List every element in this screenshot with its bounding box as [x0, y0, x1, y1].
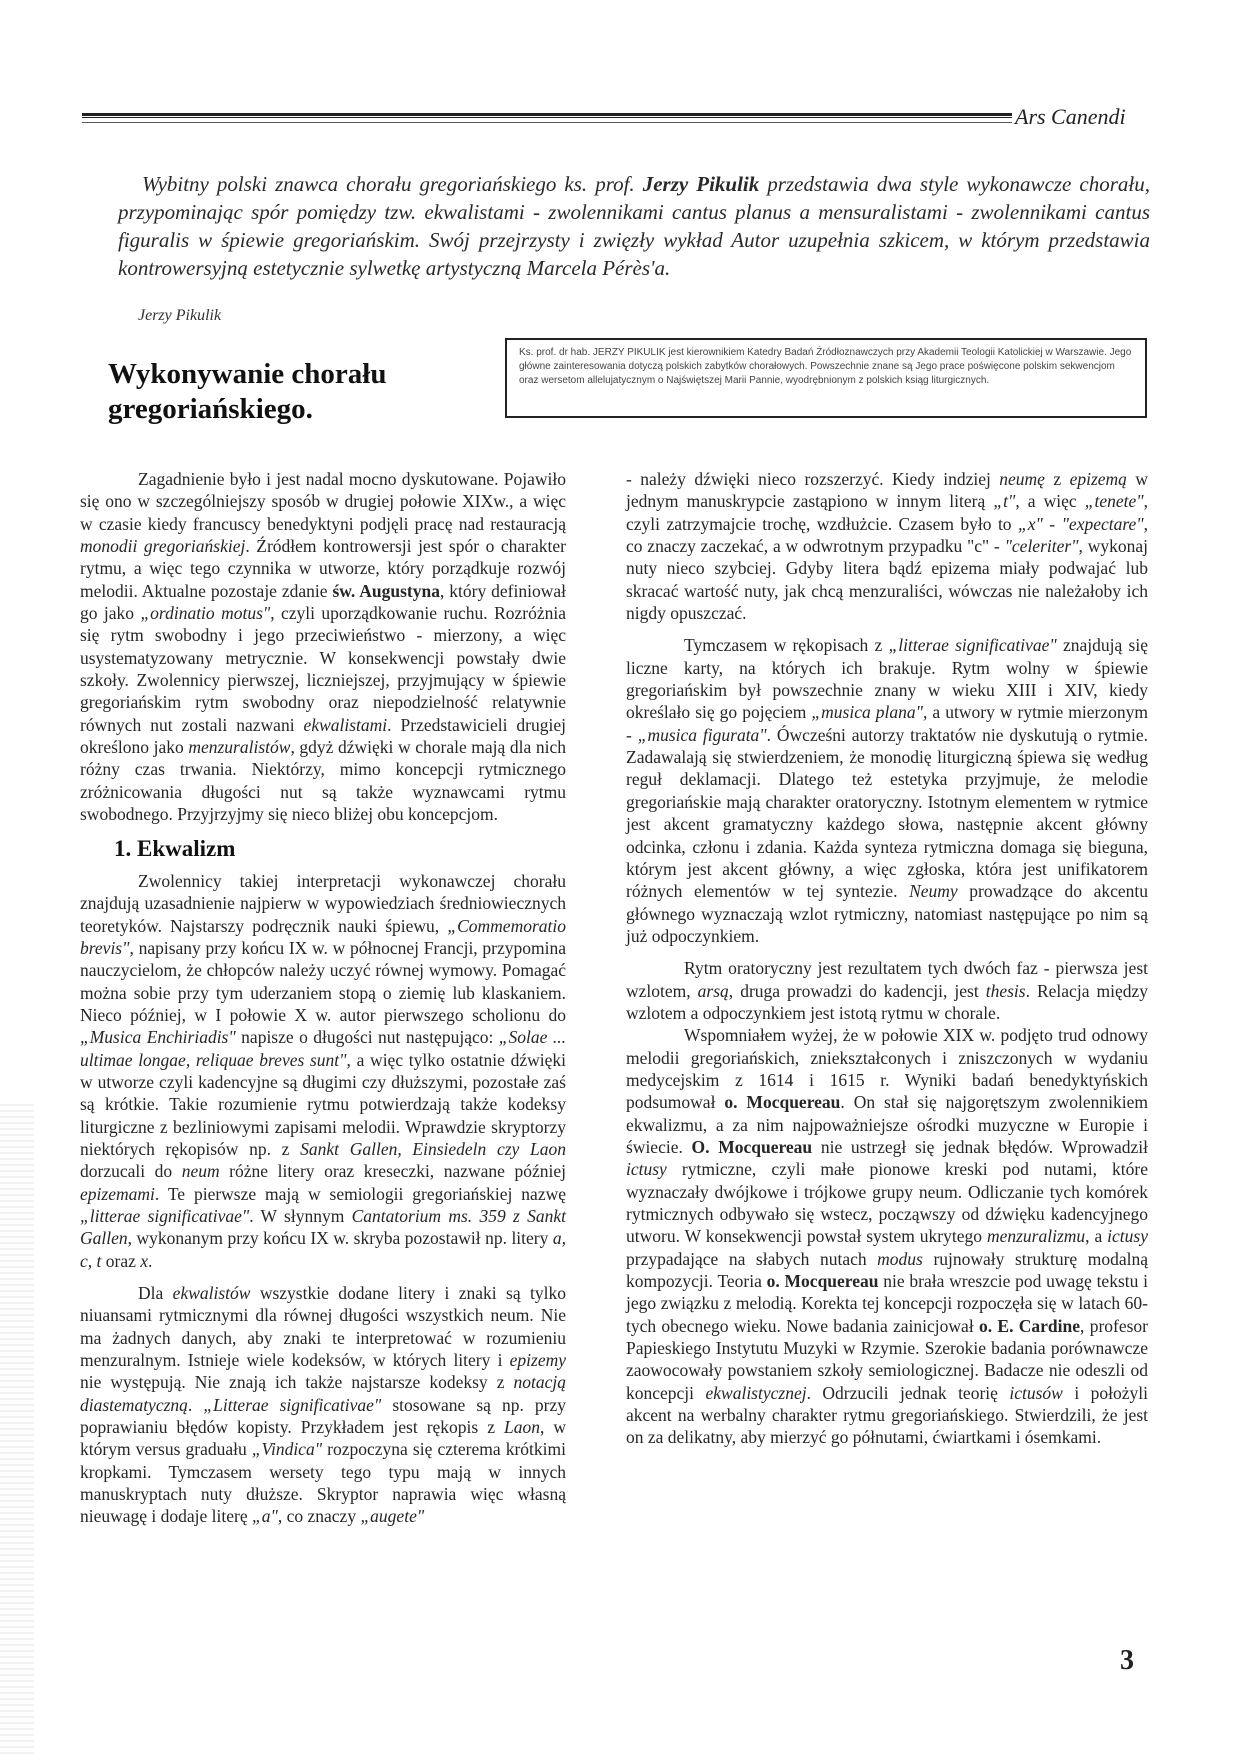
text-run: oraz — [101, 1250, 141, 1271]
text-run: znajdują się liczne karty, na których ich brakuje. Rytm wolny w śpiewie gregoriańskim był powszechnie znany w wieku XIII i XIV, kiedy określało się go pojęciem — [626, 635, 1148, 723]
page-number: 3 — [1120, 1645, 1134, 1676]
text-run: ekwalistów — [172, 1283, 251, 1304]
text-run: o. Mocquereau — [766, 1271, 879, 1292]
text-run: „Musica Enchiriadis" — [80, 1027, 236, 1048]
text-run: Neumy — [909, 881, 958, 902]
text-run: rozpoczyna się czterema krótkimi kropkami. Tymczasem wersety tego typu mają w innych manuskryptach nuty dłuższe. Skryptor naprawia więc własną nieuwagę i dodaje literę — [80, 1439, 566, 1527]
section-heading-ekwalizm: 1. Ekwalizm — [114, 835, 236, 861]
text-run: nie występują. Nie znają ich także najstarsze kodeksy z — [80, 1372, 514, 1393]
scan-edge-noise — [0, 1100, 34, 1754]
text-run: „tenete" — [1084, 491, 1144, 512]
text-run: thesis — [985, 980, 1026, 1001]
text-run: monodii gregoriańskiej — [80, 536, 246, 557]
left-paragraph-2 — [80, 870, 566, 1272]
text-run: Laon — [504, 1417, 540, 1438]
text-run: Tymczasem w rękopisach z — [684, 635, 889, 656]
text-run: epizemą — [1069, 469, 1127, 489]
text-run: Dla — [138, 1283, 173, 1304]
text-run: neum — [181, 1161, 220, 1182]
text-run: , a więc tylko ostatnie dźwięki w utworze czyli kadencyjne są długimi czy dłuższymi, pozostałe zaś są krótkie. Takie rozumienie rytmu potwierdzają także kodeksy liturgiczne z bezliniowymi zapisami melodii. Wprawdzie skryptorzy niektórych rękopisów np. z — [80, 1049, 566, 1159]
text-run: , wykonanym przy końcu IX w. skryba pozostawił np. litery — [127, 1228, 553, 1249]
text-run: z — [1044, 469, 1070, 489]
text-run: O. Mocquereau — [691, 1136, 813, 1157]
text-run: . Relacja między wzlotem a odpoczynkiem jest istotą rytmu w chorale. — [626, 980, 1148, 1023]
intro-author: Jerzy Pikulik — [642, 172, 760, 196]
text-run: napisze o długości nut następująco: — [235, 1027, 499, 1048]
text-run: Rytm oratoryczny jest rezultatem tych dwóch faz - pierwsza jest wzlotem, — [626, 958, 1148, 1001]
right-paragraph-3 — [626, 957, 1148, 1024]
text-run: , a utwory w rytmie mierzonym - — [626, 702, 1148, 745]
text-run: ictusy — [1107, 1226, 1148, 1247]
right-paragraph-1 — [626, 468, 1148, 624]
author-bio-box — [505, 338, 1147, 418]
text-run: , co znaczy — [277, 1506, 361, 1527]
left-paragraph-3 — [80, 1282, 566, 1528]
text-run: . Ówcześni autorzy traktatów nie dyskutują o rytmie. Zadawalają się stwierdzeniem, że monodię liturgiczną śpiewa się według reguł deklamacji. Dlatego też estetyka przyjmuje, że melodie gregoriańskie mają charakter oratoryczny. Istotnym elementem w rytmice jest akcent gramatyczny każdego słowa, następnie akcent główny odcinka, członu i zdania. Każda synteza rytmiczna domaga się bieguna, którym jest akcent główny, a więc zgłoska, która jest unifikatorem różnych elementów w tej syntezie. — [626, 724, 1148, 902]
text-run: "celeriter" — [1004, 536, 1079, 557]
text-run: „Commemoratio brevis" — [80, 915, 566, 958]
text-run: „musica plana" — [811, 702, 923, 723]
author-bio-text: Ks. prof. dr hab. JERZY PIKULIK jest kierownikiem Katedry Badań Źródłoznawczych przy Akademii Teologii Katolickiej w Warszawie. Jego główne zainteresowania dotyczą polskich zabytków chorałowych. Powszechnie znane są Jego prace poświęcone polskim sekwencjom oraz wersetom allelujatycznym o Najświętszej Marii Pannie, wyodrębnionym z polskich ksiąg liturgicznych. — [519, 347, 1132, 386]
text-run: prowadzące do akcentu głównego wyznaczają wzlot rytmiczny, natomiast następujące po nim są już odpoczynkiem. — [626, 881, 1149, 946]
text-run: Sankt Gallen, Einsiedeln czy Laon — [300, 1138, 566, 1159]
text-run: arsą — [697, 980, 729, 1001]
text-run: , druga prowadzi do kadencji, jest — [728, 980, 986, 1001]
text-run: . — [148, 1250, 153, 1271]
text-run: „augete" — [360, 1506, 425, 1527]
right-paragraph-2 — [626, 634, 1148, 947]
text-run: ictusów — [1009, 1382, 1063, 1403]
text-run: ekwalistami — [303, 714, 388, 735]
text-run: - należy dźwięki nieco rozszerzyć. Kiedy indziej — [626, 469, 1000, 489]
text-run: , w którym versus graduału — [80, 1417, 567, 1460]
text-run: x — [140, 1250, 149, 1271]
text-run: „Vindica" — [251, 1439, 323, 1460]
text-run: różne litery oraz kreseczki, nazwane później — [219, 1161, 566, 1182]
text-run: modus — [877, 1248, 923, 1269]
text-run: nie ustrzegł się jednak błędów. Wprowadził — [812, 1136, 1148, 1157]
left-paragraph-1 — [80, 468, 566, 826]
text-run: , napisany przy końcu IX w. w północnej Francji, przypomina nauczycielom, że chłopców należy uczyć równej wymowy. Pomagać można sobie przy tym uderzaniem stopą o ziemię lub klaskaniem. Nieco później, w I połowie X w. autor pierwszego scholionu do — [80, 937, 566, 1025]
article-title: Wykonywanie chorału gregoriańskiego. — [108, 358, 387, 425]
text-run: rujnowały strukturę modalną kompozycji. Teoria — [626, 1248, 1148, 1292]
text-run: „litterae significativae" — [888, 635, 1057, 656]
text-run: , a więc — [1015, 491, 1085, 512]
text-run: . — [187, 1394, 204, 1415]
text-run: „Litterae significativae" — [203, 1394, 382, 1415]
article-author: Jerzy Pikulik — [138, 307, 222, 324]
text-run: ekwalistycznej — [705, 1382, 807, 1403]
right-column — [626, 468, 1148, 1449]
intro-abstract — [118, 170, 1150, 282]
header-rule — [82, 113, 1012, 118]
text-run: „musica figurata" — [637, 724, 767, 745]
text-run: w jednym manuskrypcie zastąpiono w innym literą — [626, 469, 1148, 512]
journal-name: Ars Canendi — [1015, 104, 1126, 129]
text-run: . Źródłem kontrowersji jest spór o charakter rytmu, a więc tego czynnika w utworze, który porządkuje rozwój melodii. Aktualne pozostaje zdanie — [80, 536, 566, 601]
text-run: , czyli zatrzymajcie trochę, wzdłużcie. Czasem było to — [626, 491, 1148, 534]
text-run: . Te pierwsze mają w semiologii gregoriańskiej nazwę — [154, 1183, 566, 1204]
text-run: neumę — [999, 469, 1045, 489]
text-run: epizemy — [509, 1350, 566, 1371]
text-run: , który definiował go jako — [80, 580, 566, 624]
text-run: „t" — [993, 491, 1016, 512]
right-paragraph-4 — [626, 1024, 1148, 1449]
text-run: i położyli akcent na werbalny charakter rytmu gregoriańskiego. Stwierdzili, że jest on za delikatny, aby mierzyć go półnutami, ćwiartkami i ósemkami. — [626, 1382, 1148, 1448]
text-run: "expectare" — [1061, 513, 1144, 534]
text-run: - — [1042, 513, 1062, 534]
text-run: epizemami — [80, 1183, 155, 1204]
text-run: dorzucali do — [80, 1161, 182, 1182]
text-run: , czyli uporządkowanie ruchu. Rozróżnia się rytm swobodny i jego przeciwieństwo - mierzony, a więc usystematyzowany metrycznie. W konsekwencji powstały dwie szkoły. Zwolennicy pierwszej, liczniejszej, przyjmujący w śpiewie gregoriańskim rytm swobodny oraz niepodzielność relatywnie równych nut zostali nazwani — [80, 603, 566, 735]
text-run: notacją diastematyczną — [80, 1372, 566, 1415]
text-run: o. E. Cardine — [978, 1315, 1081, 1336]
text-run: „litterae significativae" — [80, 1206, 250, 1226]
text-run: , profesor Papieskiego Instytutu Muzyki w Rzymie. Szerokie badania porównawcze zaowocowały powstaniem szkoły semiologicznej. Badacze nie odeszli od koncepcji — [626, 1315, 1148, 1403]
header-rule-thin — [82, 122, 1012, 123]
text-run: Zwolennicy takiej interpretacji wykonawczej chorału znajdują uzasadnienie najpierw w wypowiedziach średniowiecznych teoretyków. Najstarszy podręcznik nauki śpiewu, — [80, 870, 566, 936]
text-run: , wykonaj nuty nieco szybciej. Gdyby litera bądź epizema miały podwajać lub skracać wartość nuty, jak chcą menzuraliści, wówczas nie należałoby ich nigdy opuszczać. — [626, 536, 1148, 624]
text-run: , co znaczy zaczekać, a w odwrotnym przypadku "c" - — [626, 513, 1149, 557]
text-run: Cantatorium ms. 359 z Sankt Gallen — [80, 1206, 566, 1249]
text-run: Wspomniałem wyżej, że w połowie XIX w. podjęto trud odnowy melodii gregoriańskich, zniekształconych i zniszczonych w wydaniu medycejskim z 1614 i 1615 r. Wyniki badań benedyktyńskich podsumował — [626, 1025, 1148, 1113]
text-run: rytmiczne, czyli małe pionowe kreski pod nutami, które wyznaczały dwójkowe i trójkowe grupy neum. Odliczanie tych komórek rytmicznych odbywało się wstecz, począwszy od dźwięku kadencyjnego utworu. W konsekwencji powstał system ukrytego — [626, 1159, 1148, 1247]
intro-text-2: przedstawia dwa style wykonawcze chorału, przypominając spór pomiędzy tzw. ekwalistami - zwolennikami cantus planus a mensuralistami - zwolennikami cantus figuralis w śpiewie gregoriańskim. Swój przejrzysty i zwięzły wykład Autor uzupełnia szkicem, w którym przedstawia kontrowersyjną estetycznie sylwetkę artystyczną Marcela Pérès'a. — [118, 172, 1150, 280]
text-run: . On stał się najgorętszym zwolennikiem ekwalizmu, a za nim najpoważniejsze ośrodki muzyczne w Europie i świecie. — [626, 1092, 1148, 1157]
text-run: „ordinatio motus" — [140, 603, 271, 624]
text-run: menzuralizmu — [986, 1226, 1086, 1247]
text-run: św. Augustyna — [332, 580, 440, 601]
text-run: , a — [1085, 1226, 1108, 1247]
text-run: „a" — [252, 1506, 278, 1527]
text-run: „Solae ... ultimae longae, reliquae breves sunt" — [80, 1027, 566, 1070]
text-run: . W słynnym — [249, 1206, 352, 1226]
text-run: , gdyż dźwięki w chorale mają dla nich różny czas trwania. Niektórzy, mimo koncepcji rytmicznego zróżnicowania długości nut są także wyznawcami rytmu swobodnego. Przyjrzyjmy się nieco bliżej obu koncepcjom. — [80, 737, 566, 825]
text-run: nie brała wreszcie pod uwagę tekstu i jego związku z melodią. Korekta tej koncepcji rozpoczęła się w latach 60-tych obecnego wieku. Nowe badania zainicjował — [626, 1271, 1149, 1336]
text-run: wszystkie dodane litery i znaki są tylko niuansami rytmicznymi dla równej długości wszystkich neum. Nie ma żadnych danych, aby znaki te interpretować w rozumieniu menzuralnym. Istnieje wiele kodeksów, w których litery i — [80, 1283, 566, 1371]
intro-text-1: Wybitny polski znawca chorału gregoriańskiego ks. prof. — [142, 172, 643, 196]
text-run: przypadające na słabych nutach — [626, 1248, 878, 1269]
left-column — [80, 468, 566, 1528]
text-run: o. Mocquereau — [724, 1092, 841, 1113]
text-run: a, c, t — [80, 1228, 566, 1271]
text-run: . Przedstawicieli drugiej określono jako — [80, 714, 566, 758]
text-run: Zagadnienie było i jest nadal mocno dyskutowane. Pojawiło się ono w szczególniejszy sposób w drugiej połowie XIXw., a więc w czasie kiedy francuscy benedyktyni podjęli pracę nad restauracją — [80, 469, 566, 534]
text-run: menzuralistów — [188, 737, 291, 758]
text-run: „x" — [1018, 513, 1043, 534]
text-run: stosowane są np. przy poprawianiu błędów kopisty. Przykładem jest rękopis z — [80, 1394, 567, 1438]
text-run: ictusy — [626, 1159, 667, 1180]
text-run: . Odrzucili jednak teorię — [806, 1382, 1010, 1403]
